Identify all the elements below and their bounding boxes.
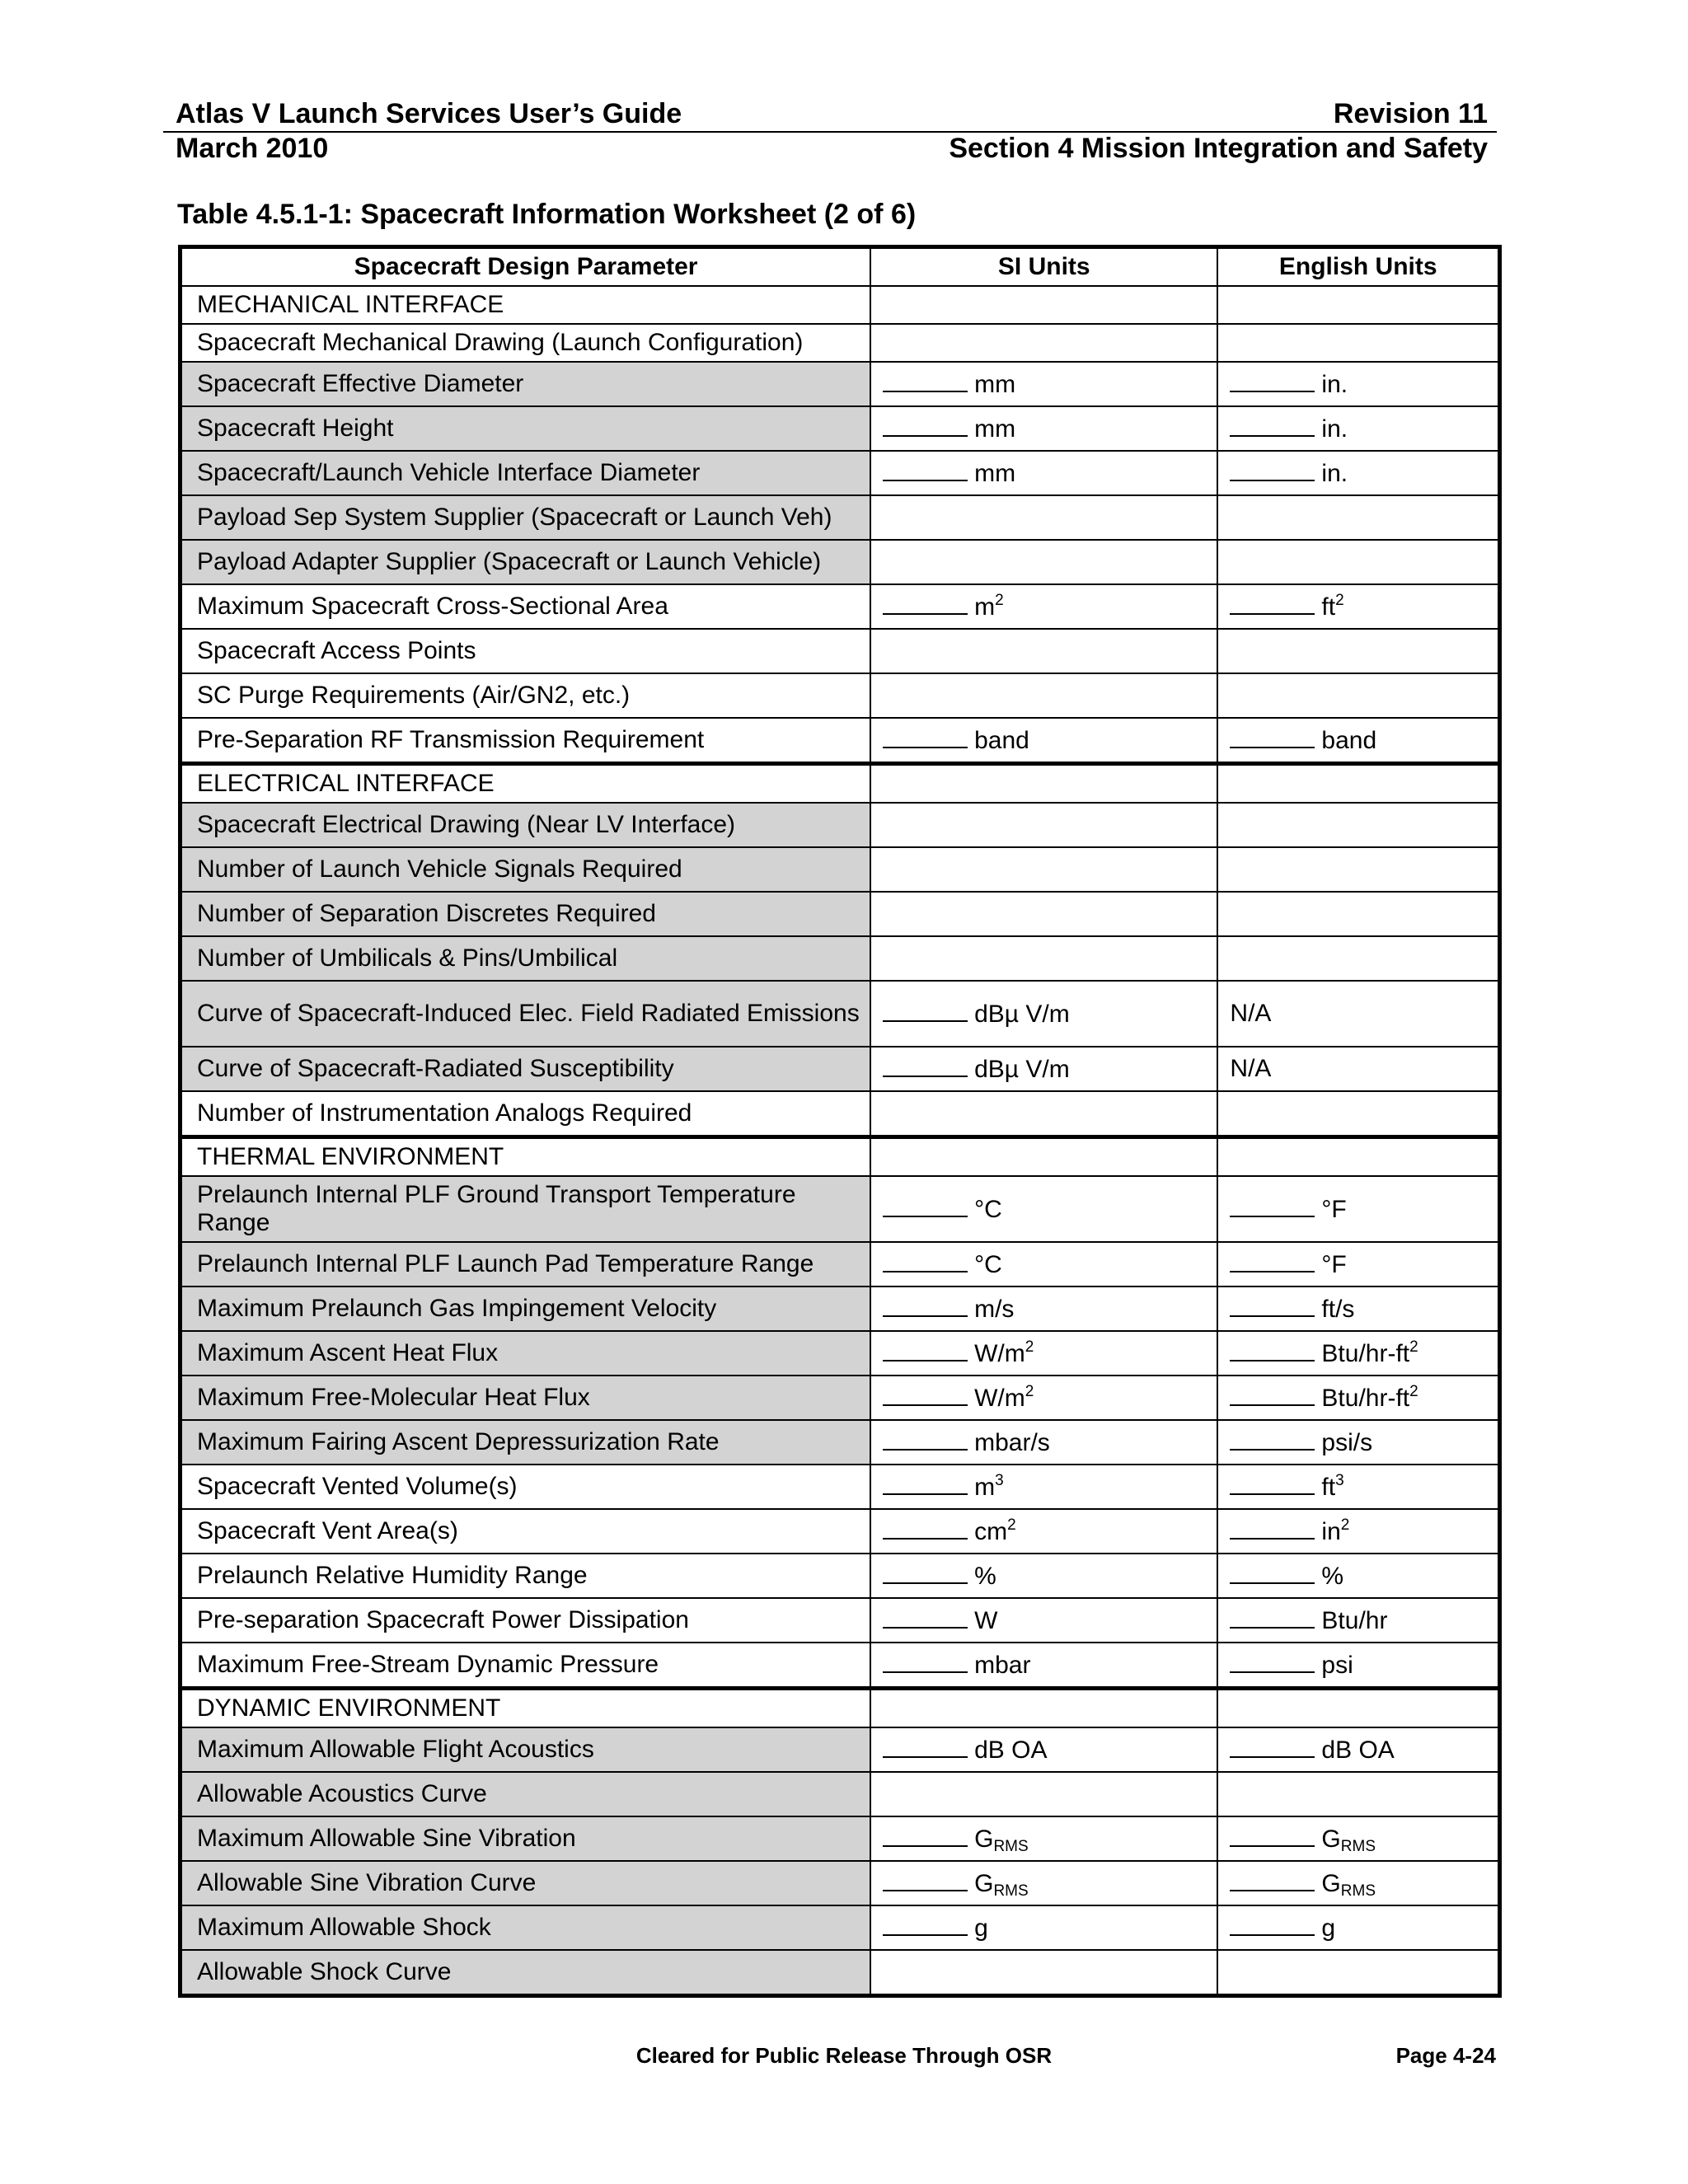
english-units-cell bbox=[1217, 803, 1499, 847]
english-units-cell bbox=[1217, 1509, 1499, 1554]
unit-subscript: RMS bbox=[993, 1882, 1029, 1900]
unit-label: dB OA bbox=[974, 1736, 1048, 1764]
entry-blank bbox=[1230, 1561, 1315, 1584]
table-row bbox=[181, 1091, 1500, 1137]
release-notice: Cleared for Public Release Through OSR bbox=[635, 2043, 1053, 2068]
si-units-cell bbox=[870, 1816, 1217, 1861]
english-units-cell bbox=[1217, 673, 1499, 718]
si-units-cell bbox=[870, 324, 1217, 362]
unit-label: Btu/hr bbox=[1321, 1607, 1388, 1634]
revision-label: Revision 11 bbox=[1333, 98, 1488, 129]
parameter-cell: Payload Sep System Supplier (Spacecraft or Launch Veh) bbox=[181, 495, 871, 540]
unit-label: dBµ V/m bbox=[974, 1001, 1070, 1028]
english-units-cell bbox=[1217, 1091, 1499, 1137]
unit-label: mm bbox=[974, 460, 1016, 487]
unit-superscript: 2 bbox=[1335, 592, 1344, 609]
english-units-cell bbox=[1217, 1689, 1499, 1728]
si-units-cell bbox=[870, 1554, 1217, 1598]
si-units-cell bbox=[870, 1376, 1217, 1420]
english-units-cell bbox=[1217, 1950, 1499, 1996]
column-header-si-units: SI Units bbox=[870, 247, 1217, 287]
english-units-cell bbox=[1217, 1727, 1499, 1772]
english-units-cell bbox=[1217, 1331, 1499, 1376]
table-row bbox=[181, 673, 1500, 718]
unit-label: G bbox=[974, 1825, 994, 1853]
unit-label: in bbox=[1321, 1518, 1341, 1545]
table-row bbox=[181, 1331, 1500, 1376]
si-units-cell bbox=[870, 1727, 1217, 1772]
unit-label: psi bbox=[1321, 1652, 1353, 1679]
table-row bbox=[181, 1376, 1500, 1420]
si-units-cell bbox=[870, 629, 1217, 673]
unit-label: band bbox=[1321, 727, 1377, 754]
document-date: March 2010 bbox=[176, 133, 329, 164]
si-units-cell bbox=[870, 1598, 1217, 1643]
table-row bbox=[181, 451, 1500, 495]
english-units-cell bbox=[1217, 1376, 1499, 1420]
si-units-cell bbox=[870, 1420, 1217, 1465]
table-row bbox=[181, 847, 1500, 892]
english-units-cell bbox=[1217, 718, 1499, 764]
unit-label: mbar/s bbox=[974, 1429, 1050, 1456]
table-row bbox=[181, 1176, 1500, 1242]
column-header-english-units: English Units bbox=[1217, 247, 1499, 287]
si-units-cell bbox=[870, 1950, 1217, 1996]
entry-blank bbox=[1230, 1605, 1315, 1629]
english-units-cell bbox=[1217, 847, 1499, 892]
si-units-cell bbox=[870, 1047, 1217, 1091]
entry-blank bbox=[883, 1249, 968, 1272]
parameter-cell: Spacecraft/Launch Vehicle Interface Diameter bbox=[181, 451, 871, 495]
unit-label: °C bbox=[974, 1251, 1002, 1278]
english-units-cell bbox=[1217, 286, 1499, 324]
table-row bbox=[181, 1950, 1500, 1996]
english-units-cell bbox=[1217, 1047, 1499, 1091]
entry-blank bbox=[883, 1194, 968, 1217]
si-units-cell bbox=[870, 673, 1217, 718]
entry-blank bbox=[883, 1472, 968, 1495]
unit-label: °F bbox=[1321, 1251, 1347, 1278]
unit-label: in. bbox=[1321, 460, 1348, 487]
unit-label: W/m bbox=[974, 1340, 1025, 1367]
unit-superscript: 2 bbox=[1007, 1516, 1016, 1534]
parameter-cell: SC Purge Requirements (Air/GN2, etc.) bbox=[181, 673, 871, 718]
entry-blank bbox=[1230, 1427, 1315, 1451]
parameter-cell: Maximum Allowable Shock bbox=[181, 1905, 871, 1950]
parameter-cell: Allowable Shock Curve bbox=[181, 1950, 871, 1996]
si-units-cell bbox=[870, 1137, 1217, 1177]
unit-superscript: 2 bbox=[1409, 1338, 1418, 1356]
si-units-cell bbox=[870, 847, 1217, 892]
section-header-row bbox=[181, 286, 1500, 324]
unit-label: dBµ V/m bbox=[974, 1056, 1070, 1083]
parameter-cell: Number of Separation Discretes Required bbox=[181, 892, 871, 936]
unit-label: °F bbox=[1321, 1196, 1347, 1223]
si-units-cell bbox=[870, 1176, 1217, 1242]
table-row bbox=[181, 324, 1500, 362]
entry-blank bbox=[1230, 1868, 1315, 1891]
table-row bbox=[181, 584, 1500, 629]
page-header-line-2 bbox=[176, 132, 1488, 166]
unit-label: in. bbox=[1321, 415, 1348, 443]
parameter-cell: Maximum Fairing Ascent Depressurization Rate bbox=[181, 1420, 871, 1465]
english-units-cell bbox=[1217, 981, 1499, 1047]
table-row bbox=[181, 495, 1500, 540]
english-units-cell bbox=[1217, 1465, 1499, 1509]
parameter-cell: Payload Adapter Supplier (Spacecraft or Launch Vehicle) bbox=[181, 540, 871, 584]
unit-subscript: RMS bbox=[993, 1838, 1029, 1855]
table-row bbox=[181, 406, 1500, 451]
english-units-cell bbox=[1217, 1242, 1499, 1286]
unit-label: g bbox=[974, 1915, 988, 1942]
entry-blank bbox=[883, 414, 968, 437]
english-units-cell bbox=[1217, 1861, 1499, 1905]
section-title-cell: ELECTRICAL INTERFACE bbox=[181, 764, 871, 804]
entry-blank bbox=[1230, 592, 1315, 615]
table-row bbox=[181, 1465, 1500, 1509]
unit-label: m bbox=[974, 1474, 996, 1501]
unit-label: G bbox=[1321, 1825, 1341, 1853]
entry-blank bbox=[1230, 414, 1315, 437]
entry-blank bbox=[883, 725, 968, 748]
unit-label: ft/s bbox=[1321, 1296, 1355, 1323]
parameter-cell: Spacecraft Mechanical Drawing (Launch Configuration) bbox=[181, 324, 871, 362]
entry-blank bbox=[1230, 1735, 1315, 1758]
unit-label: cm bbox=[974, 1518, 1008, 1545]
parameter-cell: Maximum Free-Stream Dynamic Pressure bbox=[181, 1643, 871, 1689]
unit-superscript: 2 bbox=[1409, 1383, 1418, 1400]
unit-label: W/m bbox=[974, 1385, 1025, 1412]
parameter-cell: Maximum Spacecraft Cross-Sectional Area bbox=[181, 584, 871, 629]
table-row bbox=[181, 1905, 1500, 1950]
parameter-cell: Spacecraft Height bbox=[181, 406, 871, 451]
parameter-cell: Maximum Ascent Heat Flux bbox=[181, 1331, 871, 1376]
page-number: Page 4-24 bbox=[1395, 2043, 1496, 2068]
table-row bbox=[181, 1598, 1500, 1643]
si-units-cell bbox=[870, 1689, 1217, 1728]
english-units-cell bbox=[1217, 1137, 1499, 1177]
table-row bbox=[181, 803, 1500, 847]
table-row bbox=[181, 1554, 1500, 1598]
section-header-row bbox=[181, 764, 1500, 804]
parameter-cell: Curve of Spacecraft-Radiated Susceptibility bbox=[181, 1047, 871, 1091]
section-title: Section 4 Mission Integration and Safety bbox=[949, 133, 1488, 164]
parameter-cell: Spacecraft Electrical Drawing (Near LV Interface) bbox=[181, 803, 871, 847]
unit-label: ft bbox=[1321, 1474, 1336, 1501]
parameter-cell: Number of Instrumentation Analogs Required bbox=[181, 1091, 871, 1137]
entry-blank bbox=[1230, 1294, 1315, 1317]
unit-superscript: 2 bbox=[1025, 1338, 1034, 1356]
entry-blank bbox=[1230, 1472, 1315, 1495]
si-units-cell bbox=[870, 1905, 1217, 1950]
si-units-cell bbox=[870, 1286, 1217, 1331]
english-units-cell bbox=[1217, 540, 1499, 584]
unit-label: Btu/hr-ft bbox=[1321, 1385, 1410, 1412]
entry-blank bbox=[883, 1735, 968, 1758]
english-units-cell bbox=[1217, 584, 1499, 629]
unit-label: °C bbox=[974, 1196, 1002, 1223]
entry-blank bbox=[883, 1561, 968, 1584]
si-units-cell bbox=[870, 451, 1217, 495]
unit-label: dB OA bbox=[1321, 1736, 1395, 1764]
parameter-cell: Number of Launch Vehicle Signals Required bbox=[181, 847, 871, 892]
si-units-cell bbox=[870, 1509, 1217, 1554]
unit-subscript: RMS bbox=[1340, 1882, 1376, 1900]
parameter-cell: Prelaunch Internal PLF Ground Transport Temperature Range bbox=[181, 1176, 871, 1242]
entry-blank bbox=[883, 592, 968, 615]
parameter-cell: Prelaunch Internal PLF Launch Pad Temperature Range bbox=[181, 1242, 871, 1286]
entry-blank bbox=[1230, 1194, 1315, 1217]
english-units-cell bbox=[1217, 451, 1499, 495]
si-units-cell bbox=[870, 981, 1217, 1047]
entry-blank bbox=[883, 369, 968, 392]
entry-blank bbox=[883, 458, 968, 481]
english-units-cell bbox=[1217, 936, 1499, 981]
table-row bbox=[181, 1816, 1500, 1861]
unit-label: Btu/hr-ft bbox=[1321, 1340, 1410, 1367]
unit-label: band bbox=[974, 727, 1029, 754]
parameter-cell: Maximum Allowable Flight Acoustics bbox=[181, 1727, 871, 1772]
table-title: Table 4.5.1-1: Spacecraft Information Worksheet (2 of 6) bbox=[177, 199, 917, 230]
table-row bbox=[181, 1242, 1500, 1286]
si-units-cell bbox=[870, 362, 1217, 406]
english-units-cell bbox=[1217, 362, 1499, 406]
table-row bbox=[181, 1509, 1500, 1554]
table-row bbox=[181, 718, 1500, 764]
table-row bbox=[181, 1643, 1500, 1689]
si-units-cell bbox=[870, 1091, 1217, 1137]
table-row bbox=[181, 1047, 1500, 1091]
unit-label: mbar bbox=[974, 1652, 1031, 1679]
parameter-cell: Pre-separation Spacecraft Power Dissipation bbox=[181, 1598, 871, 1643]
unit-label: psi/s bbox=[1321, 1429, 1373, 1456]
si-units-cell bbox=[870, 1465, 1217, 1509]
unit-superscript: 3 bbox=[1335, 1472, 1344, 1489]
parameter-cell: Prelaunch Relative Humidity Range bbox=[181, 1554, 871, 1598]
parameter-cell: Maximum Allowable Sine Vibration bbox=[181, 1816, 871, 1861]
si-units-cell bbox=[870, 540, 1217, 584]
si-units-cell bbox=[870, 495, 1217, 540]
table-row bbox=[181, 1861, 1500, 1905]
entry-blank bbox=[883, 999, 968, 1022]
entry-blank bbox=[1230, 458, 1315, 481]
entry-blank bbox=[883, 1427, 968, 1451]
si-units-cell bbox=[870, 1331, 1217, 1376]
parameter-cell: Maximum Free-Molecular Heat Flux bbox=[181, 1376, 871, 1420]
table-row bbox=[181, 892, 1500, 936]
table-row bbox=[181, 1727, 1500, 1772]
table-row bbox=[181, 1420, 1500, 1465]
entry-blank bbox=[883, 1383, 968, 1406]
table-row bbox=[181, 540, 1500, 584]
entry-blank bbox=[883, 1650, 968, 1673]
unit-subscript: RMS bbox=[1340, 1838, 1376, 1855]
unit-label: m/s bbox=[974, 1296, 1015, 1323]
parameter-cell: Allowable Sine Vibration Curve bbox=[181, 1861, 871, 1905]
entry-blank bbox=[883, 1054, 968, 1077]
section-header-row bbox=[181, 1137, 1500, 1177]
english-units-cell bbox=[1217, 1772, 1499, 1816]
si-units-cell bbox=[870, 764, 1217, 804]
na-value: N/A bbox=[1230, 1055, 1272, 1082]
unit-label: W bbox=[974, 1607, 998, 1634]
english-units-cell bbox=[1217, 1816, 1499, 1861]
parameter-cell: Pre-Separation RF Transmission Requirement bbox=[181, 718, 871, 764]
parameter-cell: Number of Umbilicals & Pins/Umbilical bbox=[181, 936, 871, 981]
unit-superscript: 2 bbox=[1025, 1383, 1034, 1400]
entry-blank bbox=[1230, 725, 1315, 748]
english-units-cell bbox=[1217, 1420, 1499, 1465]
section-title-cell: MECHANICAL INTERFACE bbox=[181, 286, 871, 324]
english-units-cell bbox=[1217, 764, 1499, 804]
si-units-cell bbox=[870, 406, 1217, 451]
english-units-cell bbox=[1217, 1286, 1499, 1331]
si-units-cell bbox=[870, 1643, 1217, 1689]
table-row bbox=[181, 362, 1500, 406]
parameter-cell: Maximum Prelaunch Gas Impingement Velocity bbox=[181, 1286, 871, 1331]
english-units-cell bbox=[1217, 1554, 1499, 1598]
entry-blank bbox=[1230, 369, 1315, 392]
column-header-parameter: Spacecraft Design Parameter bbox=[181, 247, 871, 287]
english-units-cell bbox=[1217, 406, 1499, 451]
unit-superscript: 2 bbox=[1340, 1516, 1350, 1534]
si-units-cell bbox=[870, 286, 1217, 324]
document-title: Atlas V Launch Services User’s Guide bbox=[176, 98, 682, 129]
english-units-cell bbox=[1217, 629, 1499, 673]
unit-label: % bbox=[974, 1563, 996, 1590]
parameter-cell: Spacecraft Vent Area(s) bbox=[181, 1509, 871, 1554]
english-units-cell bbox=[1217, 1643, 1499, 1689]
table-header-row bbox=[181, 247, 1500, 287]
si-units-cell bbox=[870, 718, 1217, 764]
table-row bbox=[181, 981, 1500, 1047]
si-units-cell bbox=[870, 803, 1217, 847]
unit-label: m bbox=[974, 593, 996, 621]
english-units-cell bbox=[1217, 892, 1499, 936]
si-units-cell bbox=[870, 936, 1217, 981]
entry-blank bbox=[1230, 1913, 1315, 1936]
parameter-cell: Spacecraft Effective Diameter bbox=[181, 362, 871, 406]
unit-superscript: 2 bbox=[995, 592, 1004, 609]
parameter-cell: Spacecraft Access Points bbox=[181, 629, 871, 673]
unit-label: ft bbox=[1321, 593, 1336, 621]
unit-superscript: 3 bbox=[995, 1472, 1004, 1489]
si-units-cell bbox=[870, 1242, 1217, 1286]
english-units-cell bbox=[1217, 1176, 1499, 1242]
si-units-cell bbox=[870, 1772, 1217, 1816]
entry-blank bbox=[883, 1868, 968, 1891]
entry-blank bbox=[883, 1824, 968, 1847]
table-row bbox=[181, 1286, 1500, 1331]
entry-blank bbox=[1230, 1650, 1315, 1673]
table-body bbox=[181, 286, 1500, 1996]
table-row bbox=[181, 936, 1500, 981]
page-header-line-1 bbox=[176, 97, 1488, 132]
parameter-cell: Spacecraft Vented Volume(s) bbox=[181, 1465, 871, 1509]
parameter-cell: Curve of Spacecraft-Induced Elec. Field Radiated Emissions bbox=[181, 981, 871, 1047]
spacecraft-information-worksheet-table bbox=[178, 245, 1502, 1998]
unit-label: G bbox=[1321, 1870, 1341, 1897]
unit-label: % bbox=[1321, 1563, 1344, 1590]
entry-blank bbox=[1230, 1516, 1315, 1540]
table-row bbox=[181, 1772, 1500, 1816]
section-title-cell: THERMAL ENVIRONMENT bbox=[181, 1137, 871, 1177]
unit-label: mm bbox=[974, 415, 1016, 443]
section-title-cell: DYNAMIC ENVIRONMENT bbox=[181, 1689, 871, 1728]
entry-blank bbox=[1230, 1824, 1315, 1847]
si-units-cell bbox=[870, 584, 1217, 629]
english-units-cell bbox=[1217, 1598, 1499, 1643]
entry-blank bbox=[1230, 1249, 1315, 1272]
english-units-cell bbox=[1217, 324, 1499, 362]
entry-blank bbox=[883, 1913, 968, 1936]
english-units-cell bbox=[1217, 495, 1499, 540]
entry-blank bbox=[883, 1294, 968, 1317]
section-header-row bbox=[181, 1689, 1500, 1728]
table-row bbox=[181, 629, 1500, 673]
unit-label: mm bbox=[974, 371, 1016, 398]
si-units-cell bbox=[870, 892, 1217, 936]
unit-label: in. bbox=[1321, 371, 1348, 398]
entry-blank bbox=[883, 1516, 968, 1540]
unit-label: g bbox=[1321, 1915, 1336, 1942]
entry-blank bbox=[1230, 1338, 1315, 1361]
si-units-cell bbox=[870, 1861, 1217, 1905]
english-units-cell bbox=[1217, 1905, 1499, 1950]
entry-blank bbox=[883, 1605, 968, 1629]
unit-label: G bbox=[974, 1870, 994, 1897]
na-value: N/A bbox=[1230, 1000, 1272, 1027]
entry-blank bbox=[883, 1338, 968, 1361]
parameter-cell: Allowable Acoustics Curve bbox=[181, 1772, 871, 1816]
entry-blank bbox=[1230, 1383, 1315, 1406]
